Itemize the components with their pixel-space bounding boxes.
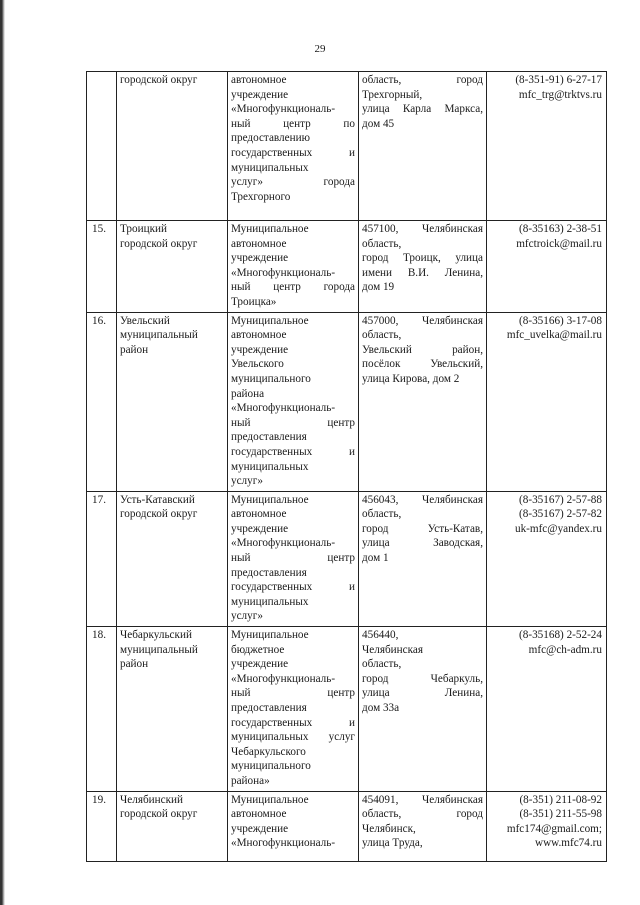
contacts-cell [487,791,607,861]
cell-line: «Многофункциональ- [231,837,336,850]
cell-line: автономное [231,508,287,521]
row-number: 17. [87,491,117,626]
contacts-cell [487,221,607,313]
address-cell [359,627,487,792]
cell-line: mfc@ch-adm.ru [528,643,602,656]
table-row [87,491,607,626]
cell-line: улица Ленина, [362,687,483,700]
cell-line: автономное [231,329,287,342]
cell-line: района» [231,774,270,787]
table-row [87,627,607,792]
cell-line: Усть-Катавский [120,493,195,506]
cell-line: «Многофункциональ- [231,266,336,279]
cell-line: Муниципальное [231,629,309,642]
cell-line: района [231,387,265,400]
cell-line: (8-35163) 2-38-51 [519,223,602,235]
cell-line: предоставления [231,431,307,444]
mfc-table [86,71,607,862]
cell-line: (8-351) 211-55-98 [519,808,602,821]
cell-line: Муниципальное [231,223,309,235]
table-row [87,312,607,491]
cell-line: Челябинск, [362,822,416,835]
cell-line: ный центр по [231,117,355,130]
cell-line: предоставления [231,702,307,714]
cell-line: муниципальных услуг [231,731,355,744]
cell-line: государственных и [231,445,355,458]
page-number: 29 [314,43,326,55]
cell-line: Троицкий [120,223,167,235]
cell-line: Муниципальное [231,793,309,806]
cell-line: автономное [231,808,287,821]
cell-line: (8-351-91) 6-27-17 [515,74,602,86]
cell-line: 454091, Челябинская [362,793,483,806]
cell-line: «Многофункциональ- [231,537,336,550]
contacts-cell [487,72,607,221]
cell-line: дом 19 [362,281,395,294]
cell-line: (8-35167) 2-57-82 [519,508,602,521]
cell-line: улица Карла Маркса, [362,103,483,116]
cell-line: город Троицк, улица [362,252,483,265]
address-cell [359,312,487,491]
table-row [87,72,607,221]
cell-line: ный центр города [231,281,355,294]
cell-line: услуг» города [231,176,355,189]
cell-line: Трехгорного [231,190,291,203]
address-cell [359,791,487,861]
cell-line: муниципальный [120,643,198,656]
contacts-cell [487,491,607,626]
cell-line: предоставления [231,566,307,579]
cell-line: Челябинский [120,793,184,806]
row-number [87,72,117,221]
municipality-cell [117,791,228,861]
cell-line: услуг» [231,610,263,623]
cell-line: городской округ [120,508,198,521]
row-number: 18. [87,627,117,792]
cell-line: «Многофункциональ- [231,672,336,685]
row-number: 15. [87,221,117,313]
cell-line: область, [362,329,402,342]
table-row [87,791,607,861]
cell-line: городской округ [120,237,198,250]
cell-line: учреждение [231,822,289,835]
municipality-cell [117,221,228,313]
address-cell [359,491,487,626]
cell-line: область, [362,658,402,671]
contacts-cell [487,312,607,491]
cell-line: (8-35168) 2-52-24 [519,629,602,642]
cell-line: муниципальных [231,595,309,608]
cell-line: имени В.И. Ленина, [362,266,483,279]
address-cell [359,72,487,221]
cell-line: предоставлению [231,132,310,145]
cell-line: муниципальный [120,329,198,342]
cell-line: автономное [231,74,287,86]
cell-line: дом 45 [362,117,395,130]
cell-line: «Многофункциональ- [231,103,336,116]
cell-line: ный центр [231,687,355,700]
cell-line: город Чебаркуль, [362,672,483,685]
cell-line: муниципальных [231,460,309,473]
municipality-cell [117,627,228,792]
cell-line: 456043, Челябинская [362,493,483,506]
address-cell [359,221,487,313]
cell-line: 457000, Челябинская [362,314,483,327]
cell-line: mfctroick@mail.ru [516,237,602,250]
cell-line: учреждение [231,522,289,535]
cell-line: улица Труда, [362,837,423,850]
cell-line: район [120,658,149,671]
cell-line: государственных и [231,716,355,729]
cell-line: Троицка» [231,295,277,308]
cell-line: «Многофункциональ- [231,402,336,415]
cell-line: учреждение [231,88,289,101]
cell-line: государственных и [231,581,355,594]
cell-line: услуг» [231,475,263,488]
cell-line: дом 33а [362,702,400,714]
institution-cell [228,791,359,861]
municipality-cell [117,72,228,221]
cell-line: учреждение [231,343,289,356]
table-row [87,221,607,313]
cell-line: посёлок Увельский, [362,358,483,371]
cell-line: Трехгорный, [362,88,423,101]
cell-line: Муниципальное [231,314,309,327]
cell-line: mfc_trg@trktvs.ru [518,88,602,101]
cell-line: (8-35166) 3-17-08 [519,314,602,327]
cell-line: Чебаркульского [231,745,306,758]
cell-line: uk-mfc@yandex.ru [514,522,602,535]
cell-line: учреждение [231,252,289,265]
institution-cell [228,221,359,313]
cell-line: государственных и [231,146,355,159]
cell-line: улица Кирова, дом 2 [362,372,460,385]
cell-line: Увельский район, [362,343,483,356]
cell-line: район [120,343,149,356]
contacts-cell [487,627,607,792]
institution-cell [228,312,359,491]
row-number: 16. [87,312,117,491]
cell-line: (8-35167) 2-57-88 [519,493,602,506]
cell-line: учреждение [231,658,289,671]
cell-line: Увельского [231,358,284,371]
cell-line: Чебаркульский [120,629,192,642]
institution-cell [228,72,359,221]
cell-line: область, [362,508,402,521]
cell-line: муниципального [231,372,311,385]
cell-line: (8-351) 211-08-92 [519,793,602,806]
cell-line: город Усть-Катав, [362,522,483,535]
cell-line: Челябинская [362,643,423,656]
cell-line: Муниципальное [231,493,309,506]
cell-line: муниципального [231,760,311,773]
cell-line: mfc_uvelka@mail.ru [506,329,602,342]
cell-line: 457100, Челябинская [362,223,483,235]
cell-line: муниципальных [231,161,309,174]
scan-edge-shadow [0,0,5,905]
row-number: 19. [87,791,117,861]
cell-line: городской округ [120,74,198,86]
cell-line: дом 1 [362,552,389,565]
institution-cell [228,491,359,626]
table-body [87,72,607,862]
municipality-cell [117,491,228,626]
cell-line: ный центр [231,552,355,565]
municipality-cell [117,312,228,491]
cell-line: mfc174@gmail.com; [506,822,602,835]
cell-line: улица Заводская, [362,537,483,550]
cell-line: автономное [231,237,287,250]
cell-line: городской округ [120,808,198,821]
cell-line: бюджетное [231,643,285,656]
cell-line: область, город [362,74,483,86]
cell-line: www.mfc74.ru [534,837,602,850]
cell-line: ный центр [231,416,355,429]
cell-line: 456440, [362,629,399,642]
cell-line: Увельский [120,314,170,327]
cell-line: область, [362,237,402,250]
cell-line: область, город [362,808,483,821]
institution-cell [228,627,359,792]
